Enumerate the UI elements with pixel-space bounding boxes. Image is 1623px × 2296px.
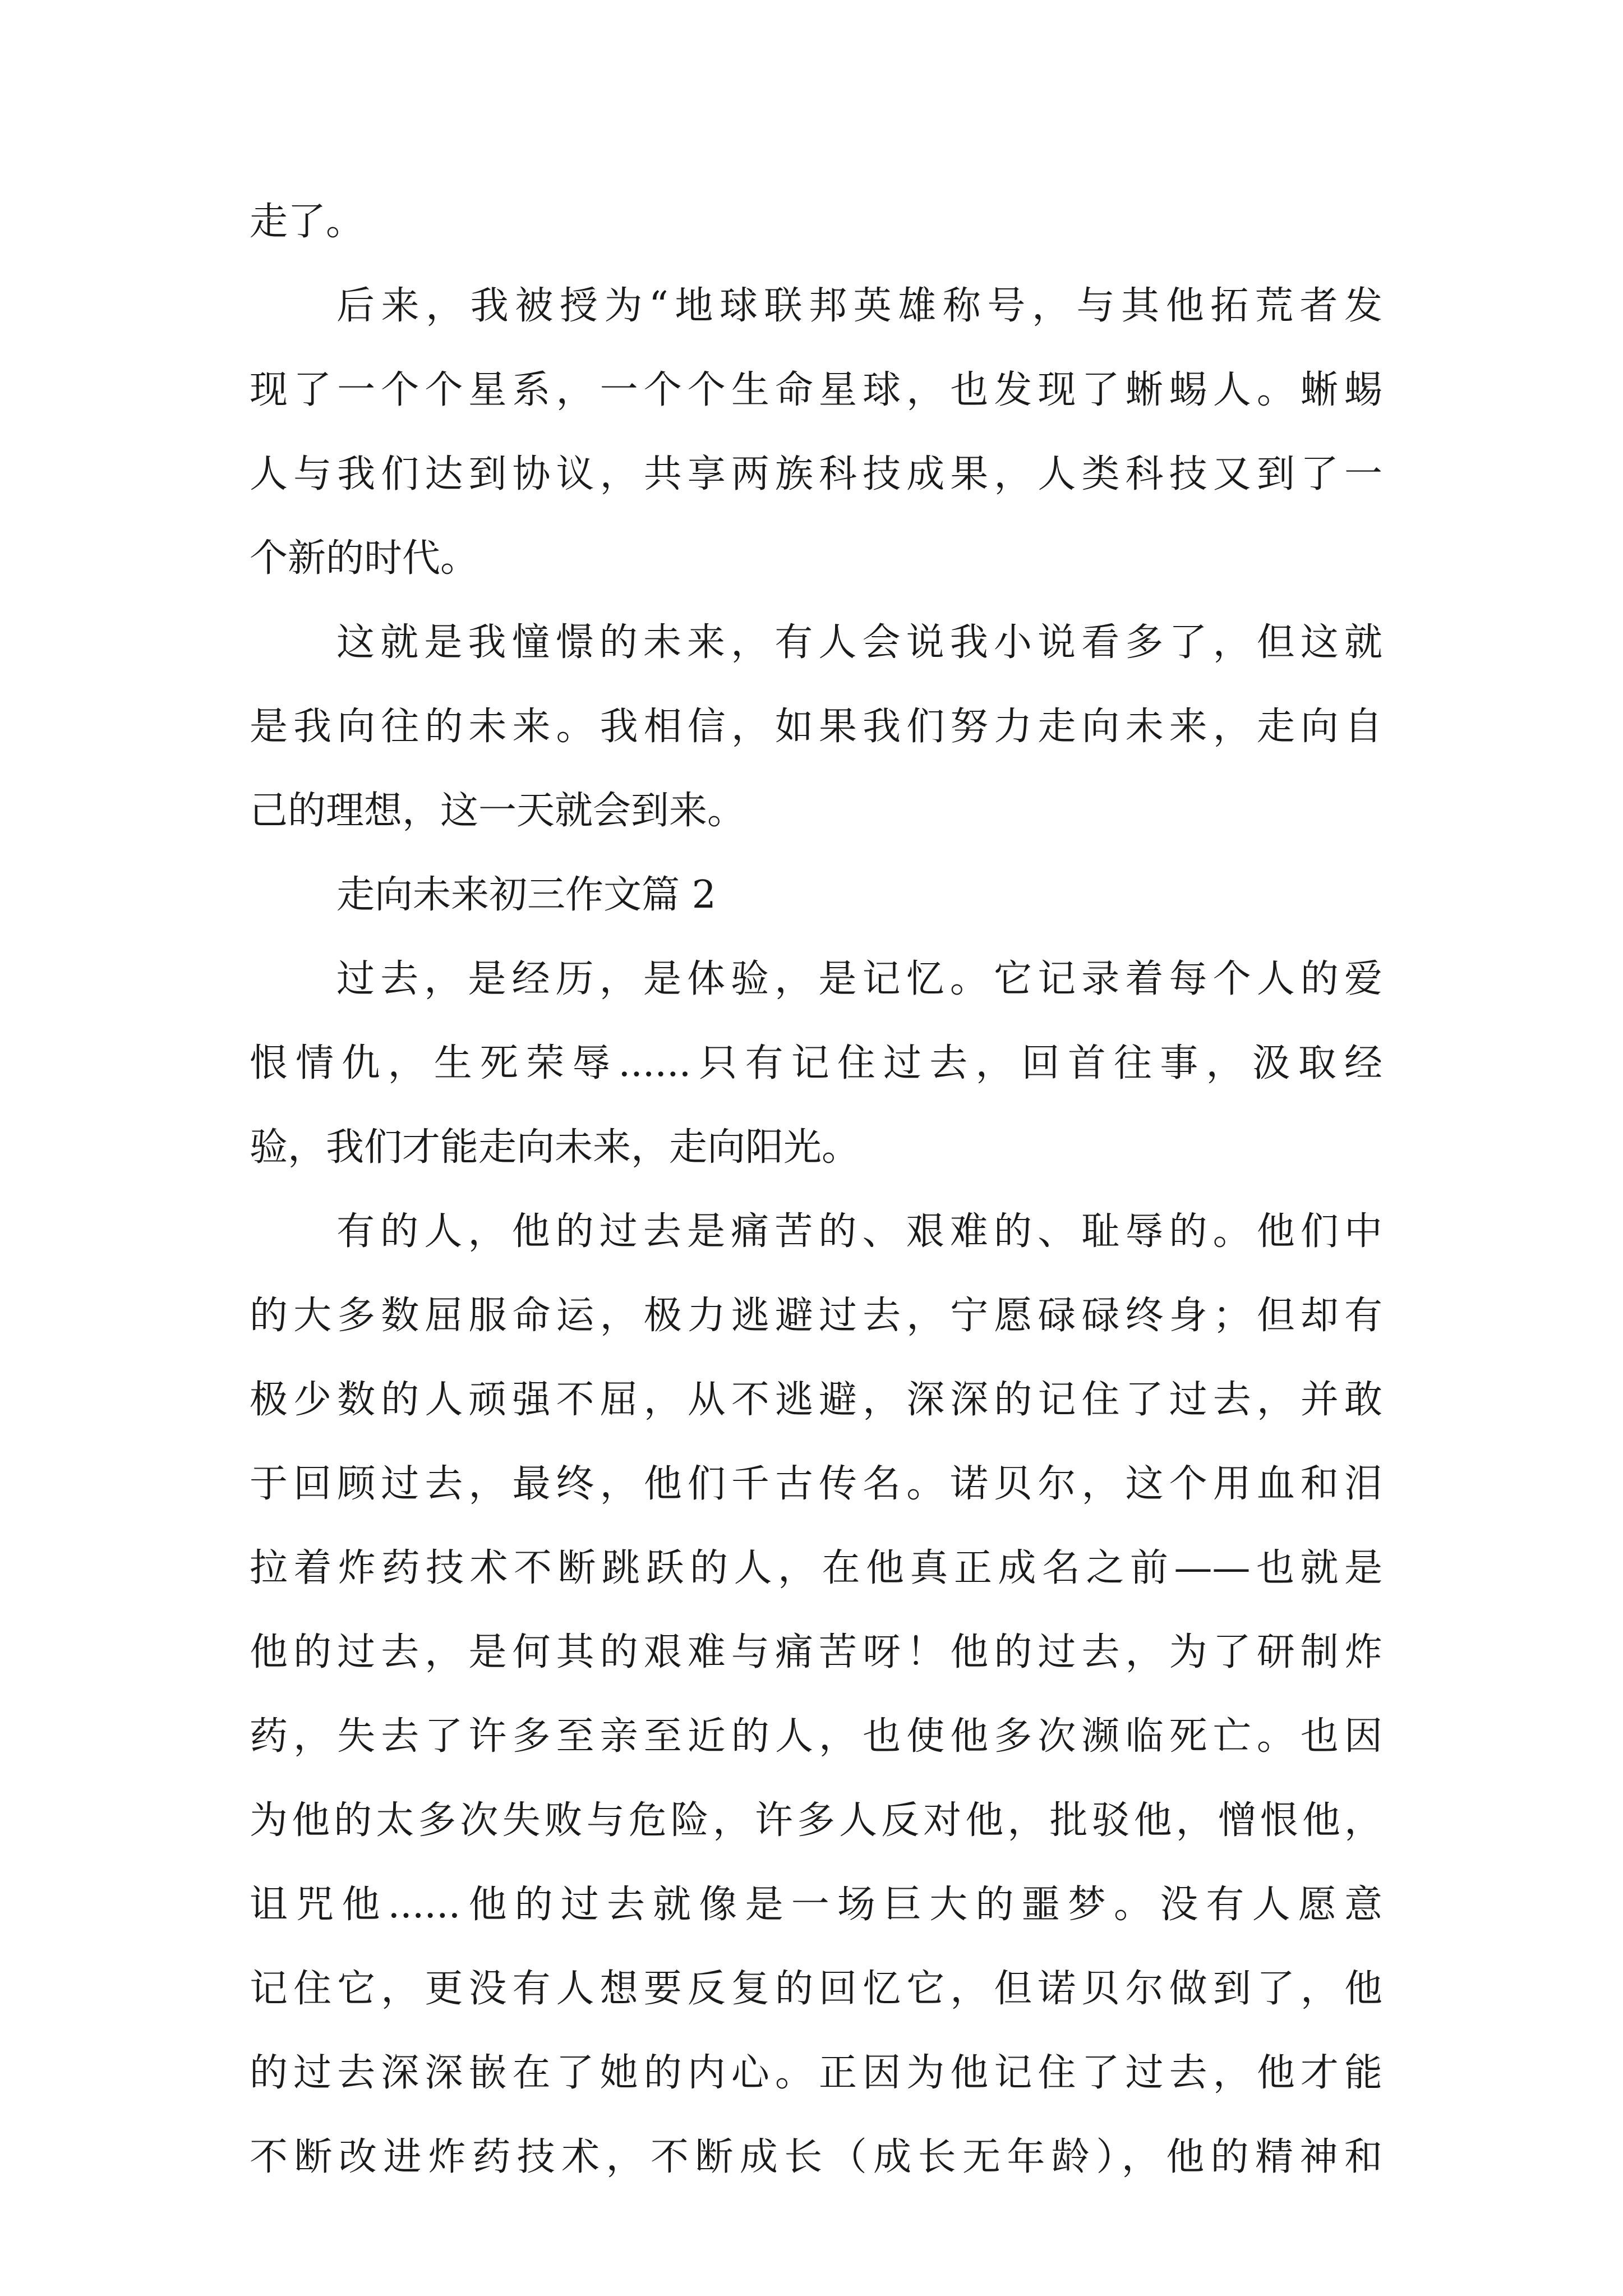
text-line: 为他的太多次失败与危险，许多人反对他，批驳他，憎恨他， bbox=[250, 1798, 1382, 1843]
text-line: 这就是我憧憬的未来，有人会说我小说看多了，但这就 bbox=[336, 620, 1382, 665]
text-line: 诅咒他......他的过去就像是一场巨大的噩梦。没有人愿意 bbox=[250, 1883, 1382, 1927]
text-line: 有的人，他的过去是痛苦的、艰难的、耻辱的。他们中 bbox=[336, 1209, 1382, 1254]
text-line: 药，失去了许多至亲至近的人，也使他多次濒临死亡。也因 bbox=[250, 1714, 1382, 1759]
text-line: 走了。 bbox=[250, 200, 365, 244]
section-heading: 走向未来初三作文篇 2 bbox=[336, 873, 716, 917]
text-line: 不断改进炸药技术，不断成长（成长无年龄），他的精神和 bbox=[250, 2135, 1382, 2179]
text-line: 人与我们达到协议，共享两族科技成果，人类科技又到了一 bbox=[250, 452, 1382, 496]
text-line: 后来，我被授为“地球联邦英雄称号，与其他拓荒者发 bbox=[336, 284, 1382, 328]
text-line: 他的过去，是何其的艰难与痛苦呀！他的过去，为了研制炸 bbox=[250, 1630, 1382, 1674]
text-line: 的过去深深嵌在了她的内心。正因为他记住了过去，他才能 bbox=[250, 2051, 1382, 2095]
text-line: 恨情仇，生死荣辱......只有记住过去，回首往事，汲取经 bbox=[250, 1041, 1382, 1085]
text-line: 拉着炸药技术不断跳跃的人，在他真正成名之前——也就是 bbox=[250, 1546, 1382, 1590]
text-line: 验，我们才能走向未来，走向阳光。 bbox=[250, 1125, 860, 1170]
text-line: 过去，是经历，是体验，是记忆。它记录着每个人的爱 bbox=[336, 957, 1382, 1001]
text-line: 现了一个个星系，一个个生命星球，也发现了蜥蜴人。蜥蜴 bbox=[250, 368, 1382, 412]
text-line: 于回顾过去，最终，他们千古传名。诺贝尔，这个用血和泪 bbox=[250, 1462, 1382, 1506]
text-line: 个新的时代。 bbox=[250, 536, 479, 581]
text-line: 的大多数屈服命运，极力逃避过去，宁愿碌碌终身；但却有 bbox=[250, 1294, 1382, 1338]
text-line: 记住它，更没有人想要反复的回忆它，但诺贝尔做到了，他 bbox=[250, 1967, 1382, 2011]
text-line: 己的理想，这一天就会到来。 bbox=[250, 789, 746, 833]
text-line: 极少数的人顽强不屈，从不逃避，深深的记住了过去，并敢 bbox=[250, 1378, 1382, 1422]
text-line: 是我向往的未来。我相信，如果我们努力走向未来，走向自 bbox=[250, 705, 1382, 749]
